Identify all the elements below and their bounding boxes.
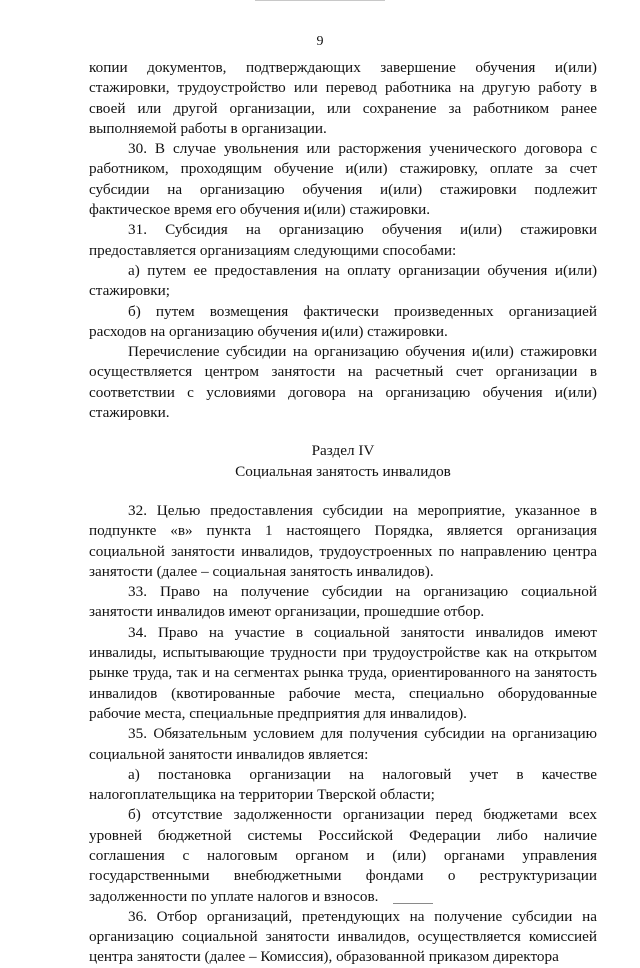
paragraph-32: 32. Целью предоставления субсидии на мероприятие, указанное в подпункте «в» пункта 1 настоящего Порядка, является организация социальной занятости инвалидов, трудоустроенных по направлению центра занятости (далее – социальная занятость инвалидов). — [89, 501, 597, 580]
page-number: 9 — [316, 34, 324, 49]
scan-edge-mark-top — [255, 0, 385, 1]
paragraph-continuation: копии документов, подтверждающих завершение обучения и(или) стажировки, трудоустройство или перевод работника на другую работу в своей или другой организации, или сохранение за работником ранее выполняемой работы в организации. — [89, 59, 597, 137]
section-title: Социальная занятость инвалидов — [235, 462, 451, 480]
paragraph-35: 35. Обязательным условием для получения субсидии на организацию социальной занятости инвалидов является: — [89, 725, 597, 763]
paragraph-36: 36. Отбор организаций, претендующих на получение субсидии на организацию социальной занятости инвалидов, осуществляется комиссией центра занятости (далее – Комиссия), образованной приказом директора — [89, 907, 597, 966]
document-body — [89, 58, 597, 968]
paragraph-33: 33. Право на получение субсидии на организацию социальной занятости инвалидов имеют организации, прошедшие отбор. — [89, 583, 597, 621]
paragraph-35-b: б) отсутствие задолженности организации перед бюджетами всех уровней бюджетной системы Российской Федерации либо наличие соглашения с налоговым органом и (или) органами управления государственными внебюджетными фондами о реструктуризации задолженности по уплате налогов и взносов. — [89, 806, 597, 905]
paragraph-35-a: а) постановка организации на налоговый учет в качестве налогоплательщика на территории Тверской области; — [89, 765, 597, 804]
paragraph-31-a: а) путем ее предоставления на оплату организации обучения и(или) стажировки; — [89, 261, 597, 300]
paragraph-30: 30. В случае увольнения или расторжения ученического договора с работником, проходящим обучение и(или) стажировку, оплате за счет субсидии на организацию обучения и(или) стажировки подлежит фактическое время его обучения и(или) стажировки. — [89, 140, 597, 219]
paragraph-31: 31. Субсидия на организацию обучения и(или) стажировки предоставляется организациям следующими способами: — [89, 221, 597, 259]
paragraph-34: 34. Право на участие в социальной занятости инвалидов имеют инвалиды, испытывающие трудности при трудоустройстве как на открытом рынке труда, так и на сегментах рынка труда, ориентированного на занятость инвалидов (квотированные рабочие места, специально оборудованные рабочие места, специальные предприятия для инвалидов). — [89, 623, 597, 722]
section-label: Раздел IV — [311, 442, 375, 460]
paragraph-31-b: б) путем возмещения фактически произведенных организацией расходов на организацию обучения и(или) стажировки. — [89, 302, 597, 340]
paragraph-31-transfer: Перечисление субсидии на организацию обучения и(или) стажировки осуществляется центром занятости на расчетный счет организации в соответствии с условиями договора на организацию обучения и(или) стажировки. — [89, 343, 597, 422]
